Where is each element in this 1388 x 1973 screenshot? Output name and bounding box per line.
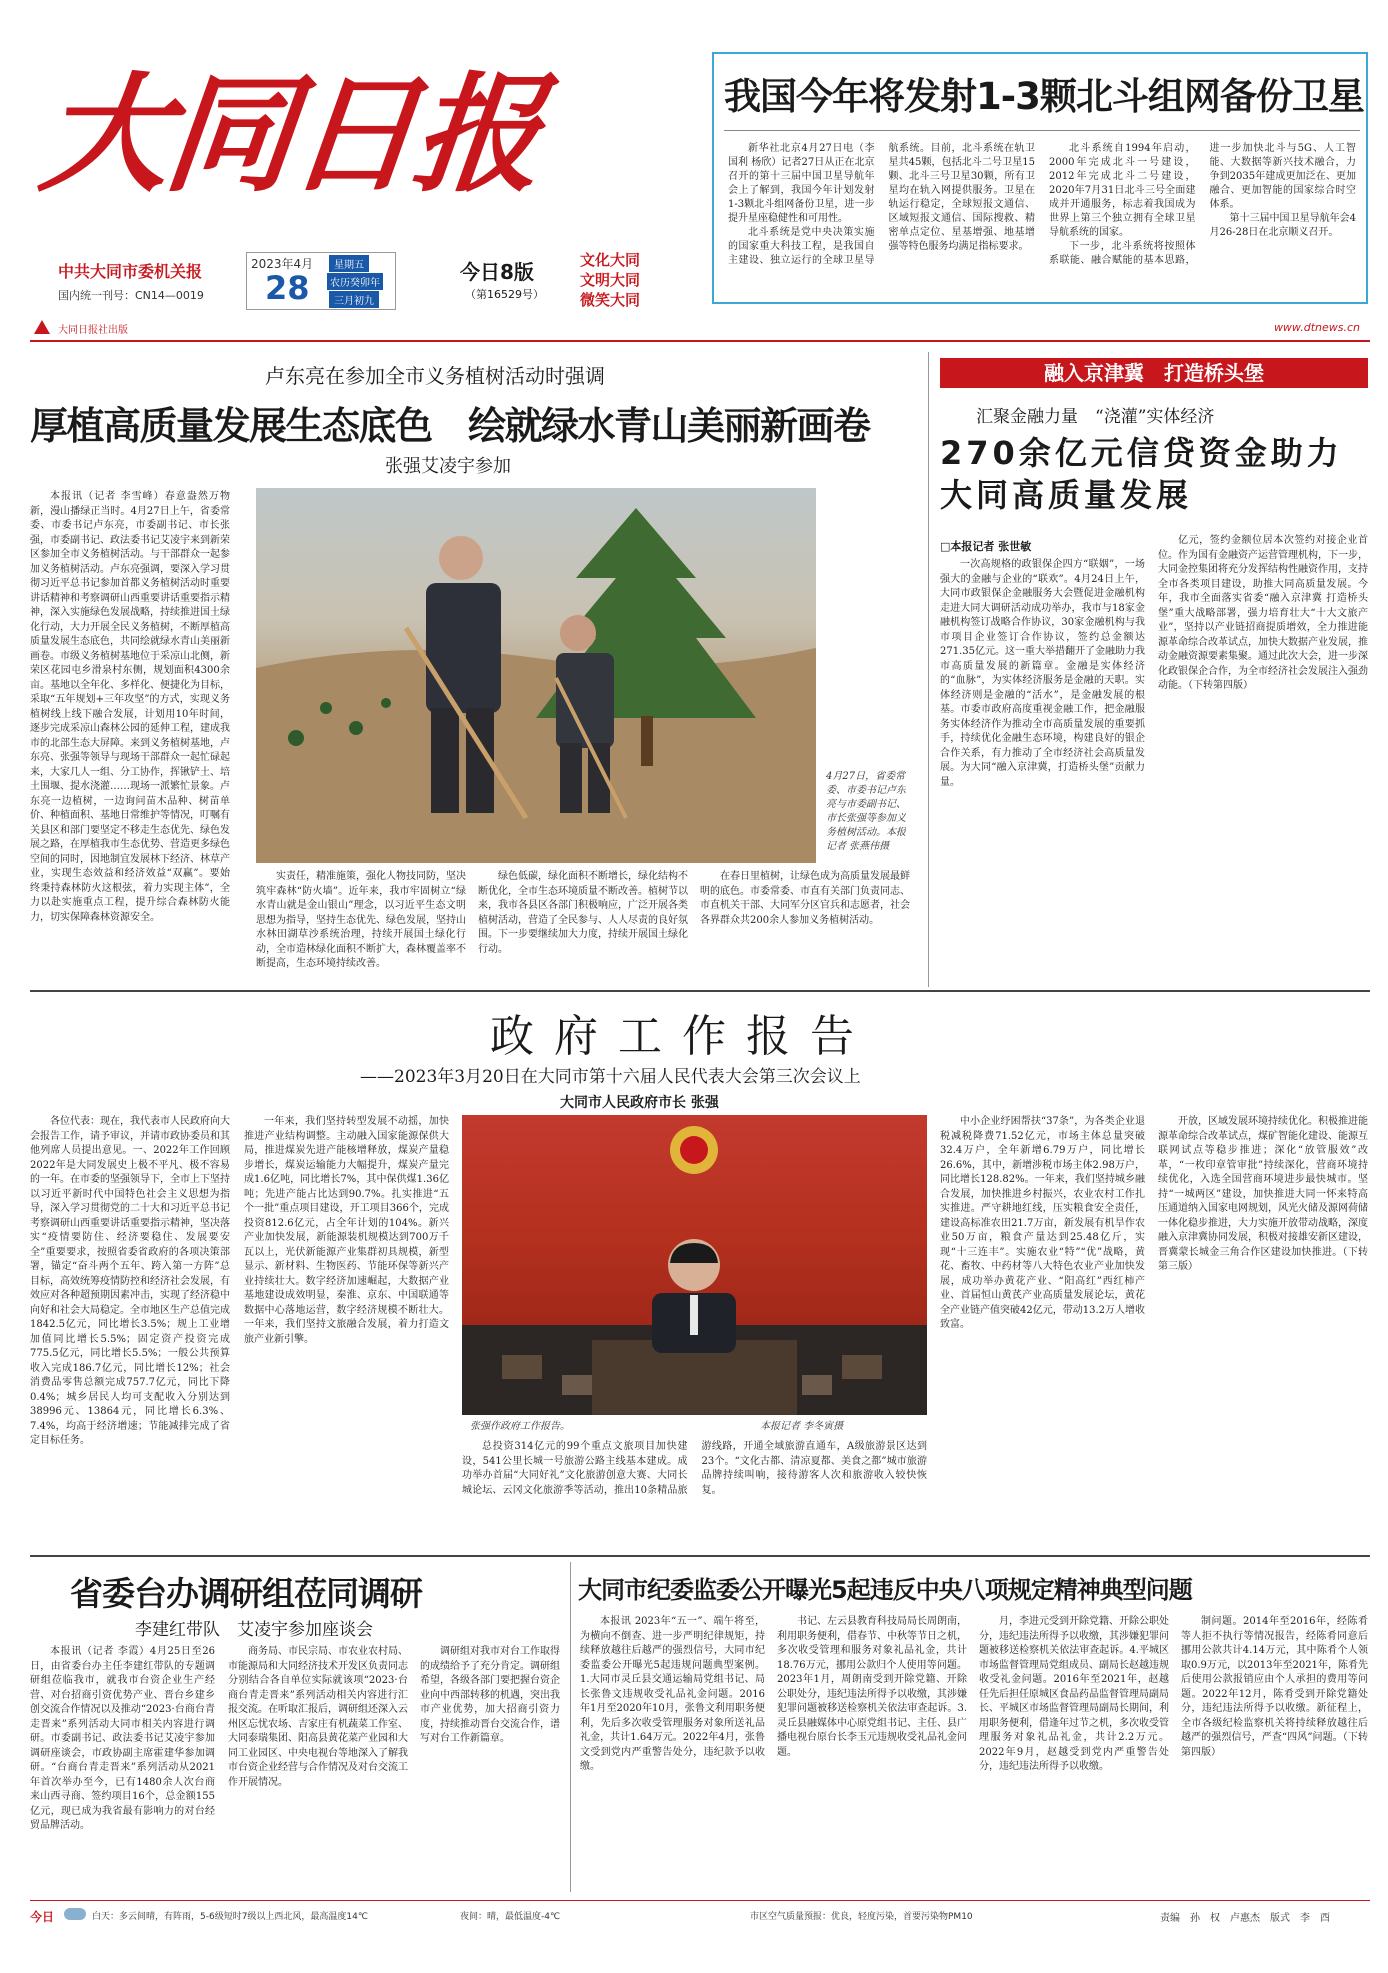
- credit-headline: 270余亿元信贷资金助力大同高质量发展: [940, 434, 1343, 514]
- lead-body-col3: [478, 870, 688, 982]
- masthead-rule: [30, 340, 1370, 342]
- date-day: 28: [265, 269, 310, 307]
- air-quality: 市区空气质量预报：优良，轻度污染，首要污染物PM10: [750, 1912, 973, 1922]
- lead-body-col1: [30, 490, 230, 982]
- discipline-text-2: 书记、左云县教育科技局局长周朗南，利用职务便利，借春节、中秋等节日之机，多次收受管理和服务对象礼品礼金，共计18.76万元，挪用公款归个人使用等问题。2023年1月，周朗南受到开除党籍、开除公职处分，违纪违法所得予以收缴，其涉嫌犯罪问题被移送检察机关依法审查起诉。3.灵丘县融媒体中心原党组书记、主任、县广播电视台原台长李玉元违规收受礼品礼金问题。: [777, 1616, 967, 1758]
- discipline-text-3: 月，李进元受到开除党籍、开除公职处分，违纪违法所得予以收缴，其涉嫌犯罪问题被移送检察机关依法审查起诉。4.平城区市场监督管理局党组成员、副局长赵越违规收受礼金问题。2016年至2021年，赵越任先后担任原城区食品药品监督管理局副局长、平城区市场监督管理局副局长期间，利用职务便利，借逢年过节之机，多次收受管理服务对象礼品礼金，共计2.2万元。2022年9月，赵越受到党内严重警告处分，违纪违法所得予以收缴。: [979, 1616, 1169, 1772]
- discipline-col4: [1181, 1615, 1368, 1890]
- beidou-p4: 下一步，北斗系统将按照体系联能、融合赋能的基本思路，进一步加快北斗与5G、人工智能、大数据等新兴技术融合，力争到2035年建成更加泛在、更加融合、更加智能的国家综合时空体系。: [1049, 143, 1356, 266]
- weather-cloud-icon: [64, 1908, 86, 1920]
- lead-photo: [256, 488, 816, 863]
- editors: 责编 孙 权 卢惠杰 版式 李 酉: [1160, 1913, 1330, 1924]
- survey-col2: [228, 1645, 408, 1890]
- website[interactable]: www.dtnews.cn: [1273, 321, 1360, 334]
- report-col4: [940, 1115, 1145, 1545]
- discipline-col2: [777, 1615, 967, 1890]
- lunar-year: 农历癸卯年: [327, 273, 383, 290]
- weather-night: 夜间：晴，最低温度-4℃: [460, 1912, 561, 1922]
- beidou-p3: 北斗系统自1994年启动，2000年完成北斗一号建设，2012年完成北斗二号建设，2020年7月31日北斗三号全面建成并开通服务，标志着我国成为世界上第三个独立拥有全球卫星导航系统的国家。: [1049, 143, 1196, 238]
- weather-day: 白天：多云间晴，有阵雨，5-6级短时7级以上西北风，最高温度14℃: [92, 1912, 368, 1922]
- lead-body-col2: [256, 870, 466, 982]
- survey-col3: [420, 1645, 560, 1890]
- lead-photo-caption: 4月27日，省委常委、市委书记卢东亮与市委副书记、市长张强等参加义务植树活动。本报记者 张燕伟摄: [826, 771, 906, 852]
- report-col5: [1158, 1115, 1368, 1545]
- page-count: 今日8版: [460, 260, 534, 284]
- footer-bar: [30, 1904, 1370, 1926]
- beidou-article: [712, 52, 1368, 304]
- survey-text-3: 调研组对我市对台工作取得的成绩给予了充分肯定。调研组希望，各级各部门要把握台资企业向中西部转移的机遇，突出我市产业优势，加大招商引资力度，持续推动晋台交流合作，谱写对台工作新篇章。: [420, 1646, 560, 1744]
- lead-body-4: 在春日里植树，让绿色成为高质量发展最鲜明的底色。市委常委、市直有关部门负责同志、市直机关干部、大同军分区官兵和志愿者，社会各界群众共200余人参加义务植树活动。: [700, 871, 910, 926]
- date-year-month: 2023年4月: [251, 257, 314, 271]
- survey-col1: [30, 1645, 215, 1890]
- masthead-title: 大同日报: [34, 60, 546, 210]
- credit-body: 一次高规格的政银保企四方“联姻”，一场强大的金融与企业的“联欢”。4月24日上午，大同市政银保企金融服务大会暨促进金融机构走进大同大调研活动成功举办，我市与18家金融机构签订战略合作协议，30家金融机构与我市项目企业签订合作协议，签约总金额达271.35亿元。这一重大举措翻开了金融助力我市高质量发展的新篇章。金融是实体经济的“血脉”，为实体经济服务是金融的天职。实体经济则是金融的“活水”，是金融发展的根基。市委市政府高度重视金融工作，把金融服务实体经济作为推动全市高质量发展的重要抓手，持续优化金融生态环境，构建良好的银企合作关系，有力推动了全市经济社会高质量发展。为大同“融入京津冀，打造桥头堡”贡献力量。: [940, 559, 1145, 788]
- discipline-col3: [979, 1615, 1169, 1890]
- beidou-p5: 第十三届中国卫星导航年会4月26-28日在北京顺义召开。: [1209, 213, 1356, 238]
- slogan-smile: 微笑大同: [580, 291, 641, 309]
- report-col2: [244, 1115, 449, 1545]
- publisher-bar: [30, 318, 1370, 338]
- credit-body-col1: [940, 558, 1145, 982]
- issue-number: （第16529号）: [465, 288, 544, 301]
- date-box: [246, 252, 396, 310]
- beidou-p2: 北斗系统是党中央决策实施的国家重大科技工程，是我国自主建设、独立运行的全球卫星导航系统。目前，北斗系统在轨卫星共45颗，包括北斗二号卫星15颗、北斗三号卫星30颗，所有卫星均在轨入网提供服务。卫星在轨运行稳定，全球短报文通信、区域短报文通信、国际搜救、精密单点定位、星基增强、地基增强等特色服务均满足指标要求。: [728, 143, 1035, 266]
- tree-planting-illustration: [256, 488, 816, 863]
- discipline-text-1: 本报讯 2023年“五一”、端午将至，为横向不倒查、进一步严明纪律规矩，持续释放越往后越严的强烈信号，大同市纪委监委公开曝光5起违规问题典型案例。1.大同市灵丘县交通运输局党组书记、局长张鲁文违规收受礼品礼金问题。2016年1月至2020年10月，张鲁文利用职务便利，先后多次收受管理服务对象所送礼品礼金，共计1.64万元。2022年4月，张鲁文受到党内严重警告处分，违纪款予以收缴。: [580, 1616, 765, 1772]
- credit-body-2: 亿元，签约金额位居本次签约对接企业首位。作为国有金融资产运营管理机构，下一步，大同金控集团将充分发挥结构性融资作用，支持全市各类项目建设，助推大同高质量发展。今年，我市全面落实省委“融入京津冀 打造桥头堡”重大战略部署，强力培育壮大“十大文旅产业”，坚持以产业链招商提质增效，全力推进能源革命综合改革试点，加快大数据产业发展，推动金融资源要素集聚。通过此次大会，进一步深化政银保企合作，为全市经济社会发展注入强劲动能。（下转第四版）: [1158, 535, 1368, 691]
- publisher-logo-icon: [34, 320, 50, 334]
- report-photo-caption: 张强作政府工作报告。: [470, 1421, 570, 1432]
- report-author: 大同市人民政府市长 张强: [560, 1095, 719, 1111]
- lead-subhead: 张强艾凌宇参加: [385, 456, 511, 477]
- report-text-4: 中小企业纾困帮扶“37条”，为各类企业退税减税降费71.52亿元，市场主体总量突破32.4万户，全年新增6.79万户，同比增长26.6%，其中，新增涉税市场主体2.98万户，同比增长128.82%。一年来，我们坚持城乡融合发展，加快推进乡村振兴，农业农村工作扎实推进。严守耕地红线，压实粮食安全责任，建设高标准农田21.7万亩，新发展有机旱作农业50万亩，粮食产量达到25.48亿斤，实现“十三连丰”。实施农业“特”“优”战略，黄花、畜牧、中药材等八大特色农业产业加快发展，成功举办黄花产业、“阳高红”西红柿产业、首届恒山黄芪产业高质量发展论坛，黄花全产业链产值突破42亿元，带动13.2万人增收致富。: [940, 1116, 1145, 1330]
- credit-kicker: 汇聚金融力量 “浇灌”实体经济: [976, 407, 1215, 427]
- report-title: 政府工作报告: [490, 1011, 874, 1062]
- report-text-2: 一年来，我们坚持转型发展不动摇，加快推进产业结构调整。主动融入国家能源保供大局，推进煤炭先进产能核增释放，煤炭产量稳步增长，煤炭运输能力大幅提升，煤炭产量完成1.6亿吨，同比增长7%，其中保供煤1.36亿吨；先进产能占比达到90.7%。扎实推进“五个一批”重点项目建设，开工项目366个，完成投资812.6亿元，占全年计划的104%。新兴产业加快发展，新能源装机规模达到700万千瓦以上，光伏新能源产业集群初具规模，新型显示、新材料、生物医药、节能环保等新兴产业持续壮大。数字经济加速崛起，大数据产业基地建设成效明显，秦淮、京东、中国联通等数据中心落地运营，数字经济规模不断壮大。一年来，我们坚持文旅融合发展，着力打造文旅产业新引擎。: [244, 1116, 449, 1345]
- lead-kicker: 卢东亮在参加全市义务植树活动时强调: [265, 364, 605, 388]
- report-col1: [30, 1115, 230, 1545]
- beidou-headline: 我国今年将发射1-3颗北斗组网备份卫星: [724, 75, 1364, 118]
- masthead-issn: 国内统一刊号：CN14—0019: [58, 289, 204, 302]
- report-text-3: 总投资314亿元的99个重点文旅项目加快建设，541公里长城一号旅游公路主线基本建成。成功举办首届“大同好礼”文化旅游创意大赛、大同长城论坛、云冈文化旅游季等活动，推出10条精品旅游线路，开通全域旅游直通车，A级旅游景区达到23个。“文化古都、清凉夏都、美食之都”城市旅游品牌持续叫响，接待游客人次和旅游收入较快恢复。: [462, 1441, 927, 1496]
- section-banner: 融入京津冀 打造桥头堡: [940, 358, 1368, 388]
- credit-body-col2: [1158, 534, 1368, 982]
- lead-body: 本报讯（记者 李雪峰）春意盎然万物新，漫山播绿正当时。4月27日上午，省委常委、市委书记卢东亮，市委副书记、市长张强，市委副书记、政法委书记艾凌宇来到新荣区参加全市义务植树活动。与干部群众一起参加义务植树活动。卢东亮强调，要深入学习贯彻习近平总书记参加首都义务植树活动时重要讲话精神和考察调研山西重要讲话重要指示精神，深入实施绿色发展战略，持续推进国土绿化行动，大力开展全民义务植树，不断厚植高质量发展生态底色，共同绘就绿水青山美丽新画卷。市级义务植树基地位于采凉山北侧，新荣区花园屯乡滑泉村东侧，规划面积4300余亩。基地以全年化、多样化、便捷化为目标，采取“五年规划+三年攻坚”的方式，实现义务植树线上线下融合发展，计划用10年时间，逐步完成采凉山森林公园的延伸工程，建成我市的北部生态大屏障。来到义务植树基地，卢东亮、张强等领导与现场干部群众一起忙碌起来，大家几人一组、分工协作，挥锹铲土、培土围堰、提水浇灌……现场一派繁忙景象。卢东亮一边植树，一边询问苗木品种、树苗单价、种植面积、基地日常维护等情况，叮嘱有关县区和部门要坚定不移走生态优先、绿色发展之路，在厚植我市生态优势、营造更多绿色空间的同时，因地制宜发展林下经济、林草产业，实现生态效益和经济效益“双赢”。要始终秉持森林防火这根弦，着力实现主体”，全力以赴实施重点工程，提升综合森林防火能力，切实保障森林资源安全。: [30, 491, 230, 923]
- discipline-headline: 大同市纪委监委公开曝光5起违反中央八项规定精神典型问题: [578, 1576, 1192, 1604]
- podium-illustration: [462, 1115, 927, 1415]
- discipline-text-4: 制问题。2014年至2016年，经陈肴等人拒不执行等情况报告，经陈肴同意后挪用公款共计4.14万元，其中陈肴个人领取0.9万元，以2013年至2021年，陈肴先后使用公款报销应由个人承担的费用等问题。2022年12月，陈肴受到开除党籍处分，违纪违法所得予以收缴。新征程上，全市各级纪检监察机关将持续释放越往后越严的强烈信号，严查“四风”问题。（下转第四版）: [1181, 1616, 1368, 1758]
- survey-text-1: 本报讯（记者 李霞）4月25日至26日，由省委台办主任李建红带队的专题调研组莅临我市，就我市台资企业生产经营、对台招商引资优势产业、晋台乡建乡创交流合作情况以及推动“2023·台商台青走晋来”系列活动大同市相关内容进行调研。市委副书记、政法委书记艾凌宇参加调研座谈会，市政协副主席霍建华参加调研。“台商台青走晋来”系列活动从2021年首次举办至今，已有1480余人次台商来山西寻商、签约项目16个，总金额155亿元，现已成为我省最有影响力的对台经贸品牌活动。: [30, 1646, 215, 1831]
- report-subtitle: ——2023年3月20日在大同市第十六届人民代表大会第三次会议上: [360, 1067, 861, 1087]
- lead-headline: 厚植高质量发展生态底色 绘就绿水青山美丽新画卷: [30, 404, 870, 448]
- beidou-body: [728, 142, 1356, 302]
- report-photo: [462, 1115, 927, 1415]
- report-col3: [462, 1440, 927, 1545]
- weekday: 星期五: [329, 255, 369, 272]
- slogan-culture: 文化大同: [580, 251, 641, 269]
- report-photo-credit: 本报记者 李冬寅摄: [760, 1421, 844, 1432]
- slogans: [580, 250, 640, 310]
- footer-today: 今日: [30, 1910, 55, 1924]
- survey-subhead: 李建红带队 艾凌宇参加座谈会: [135, 1620, 373, 1640]
- lead-body-col4: [700, 870, 910, 982]
- survey-text-2: 商务局、市民宗局、市农业农村局、市能源局和大同经济技术开发区负责同志分别结合各自单位实际就该项“2023·台商台青走晋来”系列活动相关内容进行汇报交流。在听取汇报后，调研组还深入云州区忘忧农场、吉家庄有机蔬菜工作室、大同泰瑞集团、阳高县黄花菜产业园和大同工业园区、中央电视台等地深入了解我市台资企业经营与合作情况及对台交流工作开展情况。: [228, 1646, 408, 1788]
- survey-headline: 省委台办调研组莅同调研: [70, 1574, 422, 1613]
- publisher-name: 大同日报社出版: [58, 325, 128, 336]
- discipline-col1: [580, 1615, 765, 1890]
- credit-byline: □本报记者 张世敏: [940, 540, 1032, 553]
- masthead-org: 中共大同市委机关报: [58, 262, 203, 281]
- lead-body-2: 实责任，精准施策，强化人物技同防，坚决筑牢森林“防火墙”。近年来，我市牢固树立“绿水青山就是金山银山”理念，以习近平生态文明思想为指导，坚持生态优先、绿色发展，坚持山水林田湖草沙系统治理，持续开展国土绿化行动，全市造林绿化面积不断扩大，森林覆盖率不断提高，生态环境持续改善。: [256, 871, 466, 969]
- report-text-5: 开放，区域发展环境持续优化。积极推进能源革命综合改革试点，煤矿智能化建设、能源互联网试点等稳步推进；深化“放管服效”改革，“一枚印章管审批”持续深化，营商环境持续优化，入选全国营商环境进步最快城市。坚持“一城两区”建设，加快推进大同一怀来特高压通道纳入国家电网规划，风光火储及源网荷储一体化稳步推进，大力实施开放带动战略，深度融入京津冀协同发展，积极对接雄安新区建设，晋冀蒙长城金三角合作区建设加快推进。（下转第三版）: [1158, 1116, 1368, 1272]
- lead-body-3: 绿色低碳，绿化面积不断增长，绿化结构不断优化，全市生态环境质量不断改善。植树节以来，我市各县区各部门积极响应，广泛开展各类植树活动，营造了全民参与、人人尽责的良好氛围。下一步要继续加大力度，持续开展国土绿化行动。: [478, 871, 688, 955]
- report-text-1: 各位代表：现在，我代表市人民政府向大会报告工作，请予审议，并请市政协委员和其他列席人员提出意见。一、2022年工作回顾 2022年是大同发展史上极不平凡、极不容易的一年。在市委的坚强领导下，全市上下坚持以习近平新时代中国特色社会主义思想为指导，深入学习贯彻党的二十大和习近平总书记考察调研山西重要讲话重要指示精神，坚决落实“疫情要防住、经济要稳住、发展要安全”重要要求，按照省委省政府的各项决策部署，锚定“奋斗两个五年、跨入第一方阵”总目标，高效统筹疫情防控和经济社会发展，有效应对各种超预期因素冲击，实现了经济稳中向好和社会大局稳定。全市地区生产总值完成1842.5亿元，同比增长3.5%；规上工业增加值同比增长5.5%；固定资产投资完成775.5亿元，同比增长5.5%；一般公共预算收入完成186.7亿元，同比增长12%；社会消费品零售总额完成757.7亿元，同比下降0.4%；城乡居民人均可支配收入分别达到38996元、13864元，同比增长6.3%、7.4%，均高于经济增速；节能减排完成了省定目标任务。: [30, 1116, 230, 1446]
- beidou-p1: 新华社北京4月27日电（李国利 杨欣）记者27日从正在北京召开的第十三届中国卫星导航年会上了解到，我国今年计划发射1-3颗北斗组网备份卫星，进一步提升星座稳健性和可用性。: [728, 143, 875, 224]
- slogan-civilized: 文明大同: [580, 271, 641, 289]
- lunar-day: 三月初九: [329, 291, 379, 308]
